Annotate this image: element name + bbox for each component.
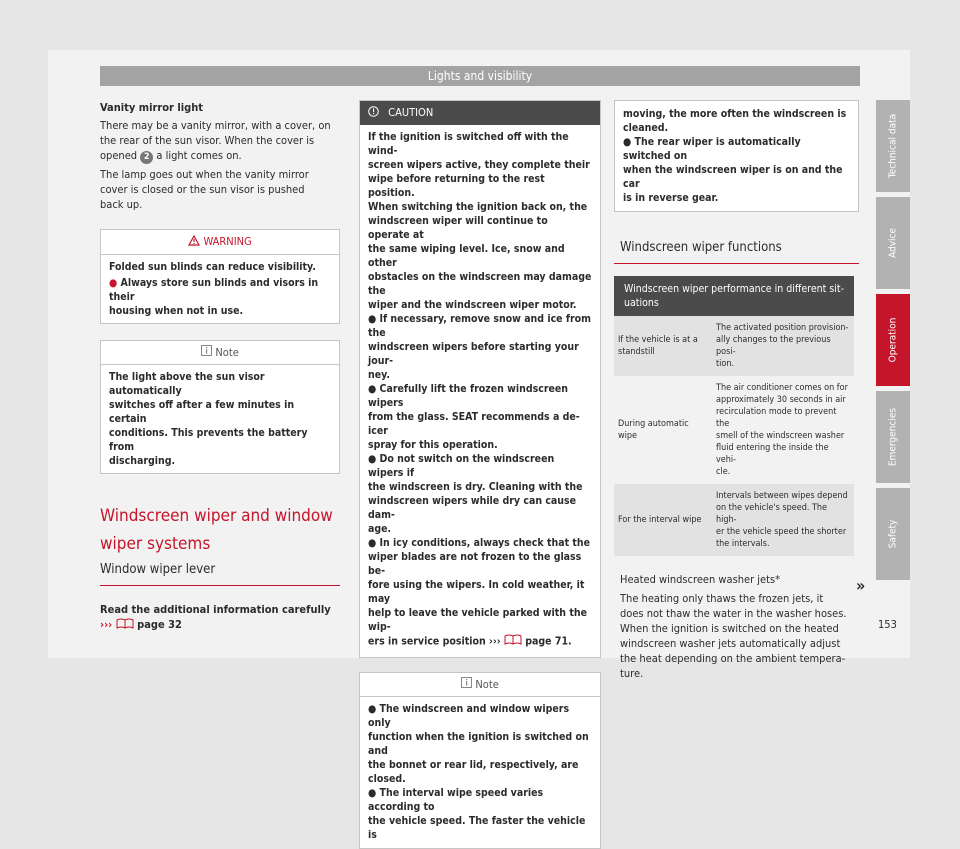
text-line: spray for this operation.: [368, 438, 592, 452]
note-header: [101, 341, 339, 366]
heated-heading: Heated windscreen washer jets*: [620, 572, 859, 587]
note-continuation-body: [615, 101, 858, 211]
section-subtitle-wrap: [100, 562, 340, 586]
text-line: the heat depending on the ambient tempera-: [620, 651, 859, 666]
vanity-paragraph-2: [100, 167, 340, 212]
page-link[interactable]: page 32: [137, 618, 182, 631]
text-line: conditions. This prevents the battery from: [109, 426, 331, 454]
warning-body: [101, 255, 339, 323]
chapter-header: Lights and visibility: [100, 66, 860, 86]
caution-header: [360, 101, 600, 125]
text-line: uations: [624, 296, 844, 310]
text-line: ● In icy conditions, always check that the: [368, 536, 592, 550]
note-continuation-box: [614, 100, 859, 212]
text-line: When the ignition is switched on the heated: [620, 621, 859, 636]
caution-intro: [368, 130, 592, 312]
text-line: back up.: [100, 197, 340, 212]
tab-technical-data[interactable]: [876, 100, 910, 192]
tab-label: Technical data: [888, 114, 899, 178]
text-line: obstacles on the windscreen may damage the: [368, 270, 592, 298]
text-segment: In icy conditions, always check that the: [380, 537, 591, 549]
text-line: wiper and the windscreen wiper motor.: [368, 298, 592, 312]
note-label: Note: [215, 346, 238, 359]
text-line: windscreen wipers before starting your jour-: [368, 340, 592, 368]
arrow-glyph: ›››: [489, 635, 501, 647]
text-line: cle.: [716, 466, 850, 478]
warning-triangle-icon: [188, 235, 200, 250]
warning-label: WARNING: [203, 235, 251, 248]
text-line: wipe before returning to the rest position.: [368, 172, 592, 200]
text-line: ally changes to the previous posi-: [716, 334, 850, 358]
caution-bullet-1: [368, 312, 592, 382]
text-segment: Carefully lift the frozen windscreen wipers: [368, 383, 568, 409]
text-line: ● The interval wipe speed varies according to: [368, 786, 592, 814]
text-segment: opened: [100, 149, 137, 162]
text-line: If the vehicle is at a: [618, 334, 708, 346]
caution-body: [360, 125, 600, 657]
text-line: There may be a vanity mirror, with a cover, on: [100, 118, 340, 133]
caution-bullet-3: [368, 452, 592, 536]
tab-label: Advice: [888, 228, 899, 258]
text-line: If the ignition is switched off with the wind-: [368, 130, 592, 158]
book-icon: [116, 618, 134, 633]
functions-table-title: [614, 276, 854, 316]
table-cell: [712, 484, 854, 556]
text-segment: The rear wiper is automatically switched on: [623, 136, 801, 162]
table-cell: [712, 376, 854, 484]
text-line: windscreen wiper will continue to operate at: [368, 214, 592, 242]
info-icon: [461, 677, 472, 692]
text-segment: The interval wipe speed varies according to: [368, 787, 543, 813]
text-line: The heating only thaws the frozen jets, it: [620, 591, 859, 606]
text-line: function when the ignition is switched on and: [368, 730, 592, 758]
caution-label: CAUTION: [388, 106, 433, 119]
text-line: closed.: [368, 772, 592, 786]
text-line: Intervals between wipes depend: [716, 490, 850, 502]
text-line: windscreen washer jets automatically adjust: [620, 636, 859, 651]
text-line: on the vehicle's speed. The high-: [716, 502, 850, 526]
text-segment: Do not switch on the windscreen wipers if: [368, 453, 554, 479]
book-icon: [504, 634, 522, 649]
text-line: wiper blades are not frozen to the glass be-: [368, 550, 592, 578]
text-line: approximately 30 seconds in air: [716, 394, 850, 406]
text-line: switches off after a few minutes in certain: [109, 398, 331, 426]
text-line: the windscreen is dry. Cleaning with the: [368, 480, 592, 494]
text-line: is in reverse gear.: [623, 191, 850, 205]
warning-header: [101, 230, 339, 255]
text-line: the intervals.: [716, 538, 850, 550]
tab-emergencies[interactable]: [876, 391, 910, 483]
text-line: When switching the ignition back on, the: [368, 200, 592, 214]
vanity-paragraph-1: [100, 118, 340, 164]
tab-safety[interactable]: [876, 488, 910, 580]
column-middle: [359, 100, 601, 849]
functions-heading: [614, 240, 859, 264]
text-segment: a light comes on.: [156, 149, 241, 162]
text-line: recirculation mode to prevent the: [716, 406, 850, 430]
text-line: ● Carefully lift the frozen windscreen wipers: [368, 382, 592, 410]
column-right: [614, 100, 859, 681]
warning-bullet: ● Always store sun blinds and visors in their: [109, 276, 331, 304]
text-line: help to leave the vehicle parked with the wip-: [368, 606, 592, 634]
tab-advice[interactable]: [876, 197, 910, 289]
note-body: [360, 697, 600, 848]
note-header: [360, 673, 600, 698]
vanity-heading: Vanity mirror light: [100, 100, 340, 115]
text-line: moving, the more often the windscreen is: [623, 107, 850, 121]
functions-table: [614, 316, 854, 556]
text-line: fore using the wipers. In cold weather, it may: [368, 578, 592, 606]
text-line: Windscreen wiper performance in different sit-: [624, 282, 844, 296]
text-line: [368, 634, 592, 649]
text-line: cover is closed or the sun visor is pushed: [100, 182, 340, 197]
text-line: The light above the sun visor automatically: [109, 370, 331, 398]
text-line: cleaned.: [623, 121, 850, 135]
note-box-2: [359, 672, 601, 849]
continue-arrow: »: [856, 576, 865, 595]
text-line: [100, 617, 340, 633]
table-row: [614, 484, 854, 556]
warning-text: Folded sun blinds can reduce visibility.: [109, 260, 331, 274]
table-row: [614, 376, 854, 484]
text-line: For the interval wipe: [618, 514, 708, 526]
note-box-1: [100, 340, 340, 475]
text-line: tion.: [716, 358, 850, 370]
caution-circle-icon: [368, 106, 379, 121]
page-link[interactable]: page 71.: [525, 635, 571, 647]
text-line: The activated position provision-: [716, 322, 850, 334]
page-number: 153: [878, 618, 897, 631]
text-segment: The windscreen and window wipers only: [368, 703, 569, 729]
section-title-line: Windscreen wiper and window: [100, 504, 340, 528]
text-line: housing when not in use.: [109, 304, 331, 318]
text-line: does not thaw the water in the washer hoses.: [620, 606, 859, 621]
section-heading: [100, 504, 340, 586]
text-line: ture.: [620, 666, 859, 681]
heated-section: [614, 572, 859, 681]
column-left: [100, 100, 340, 633]
text-line: the vehicle speed. The faster the vehicle is: [368, 814, 592, 842]
tab-label: Emergencies: [888, 408, 899, 466]
text-line: ● Do not switch on the windscreen wipers if: [368, 452, 592, 480]
caution-box: [359, 100, 601, 658]
text-line: er the vehicle speed the shorter: [716, 526, 850, 538]
text-line: ● The windscreen and window wipers only: [368, 702, 592, 730]
text-line: Always store sun blinds and visors in their: [109, 277, 318, 303]
table-cell: [614, 484, 712, 556]
info-icon: [201, 345, 212, 360]
text-line: fluid entering the inside the vehi-: [716, 442, 850, 466]
text-line: During automatic: [618, 418, 708, 430]
caution-bullet-4: [368, 536, 592, 649]
text-line: ● The rear wiper is automatically switched on: [623, 135, 850, 163]
warning-box: [100, 229, 340, 324]
note-body: [101, 365, 339, 473]
table-cell: [614, 376, 712, 484]
text-line: the bonnet or rear lid, respectively, are: [368, 758, 592, 772]
text-line: standstill: [618, 346, 708, 358]
section-title-line: wiper systems: [100, 532, 340, 556]
text-line: smell of the windscreen washer: [716, 430, 850, 442]
text-line: the rear of the sun visor. When the cover is: [100, 133, 340, 148]
text-line: The air conditioner comes on for: [716, 382, 850, 394]
text-line: wipe: [618, 430, 708, 442]
text-line: windscreen wipers while dry can cause dam-: [368, 494, 592, 522]
section-subtitle: Window wiper lever: [100, 562, 340, 577]
table-row: [614, 316, 854, 376]
text-line: age.: [368, 522, 592, 536]
tab-operation[interactable]: [876, 294, 910, 386]
text-line: discharging.: [109, 454, 331, 468]
table-cell: [712, 316, 854, 376]
text-segment: If necessary, remove snow and ice from the: [368, 313, 591, 339]
caution-bullet-2: [368, 382, 592, 452]
note-label: Note: [475, 678, 498, 691]
text-line: screen wipers active, they complete their: [368, 158, 592, 172]
table-cell: [614, 316, 712, 376]
text-line: from the glass. SEAT recommends a de-icer: [368, 410, 592, 438]
tab-label: Operation: [888, 318, 899, 363]
tab-label: Safety: [888, 520, 899, 549]
functions-title: Windscreen wiper functions: [614, 240, 859, 255]
text-line: ● If necessary, remove snow and ice from the: [368, 312, 592, 340]
read-info: [100, 602, 340, 633]
text-line: when the windscreen wiper is on and the car: [623, 163, 850, 191]
callout-number: 2: [140, 151, 153, 164]
text-line: [100, 148, 340, 164]
text-line: the same wiping level. Ice, snow and other: [368, 242, 592, 270]
text-line: ney.: [368, 368, 592, 382]
text-line: The lamp goes out when the vanity mirror: [100, 167, 340, 182]
text-line: Read the additional information carefully: [100, 602, 340, 617]
arrow-glyph: ›››: [100, 618, 112, 631]
text-segment: ers in service position: [368, 635, 486, 647]
